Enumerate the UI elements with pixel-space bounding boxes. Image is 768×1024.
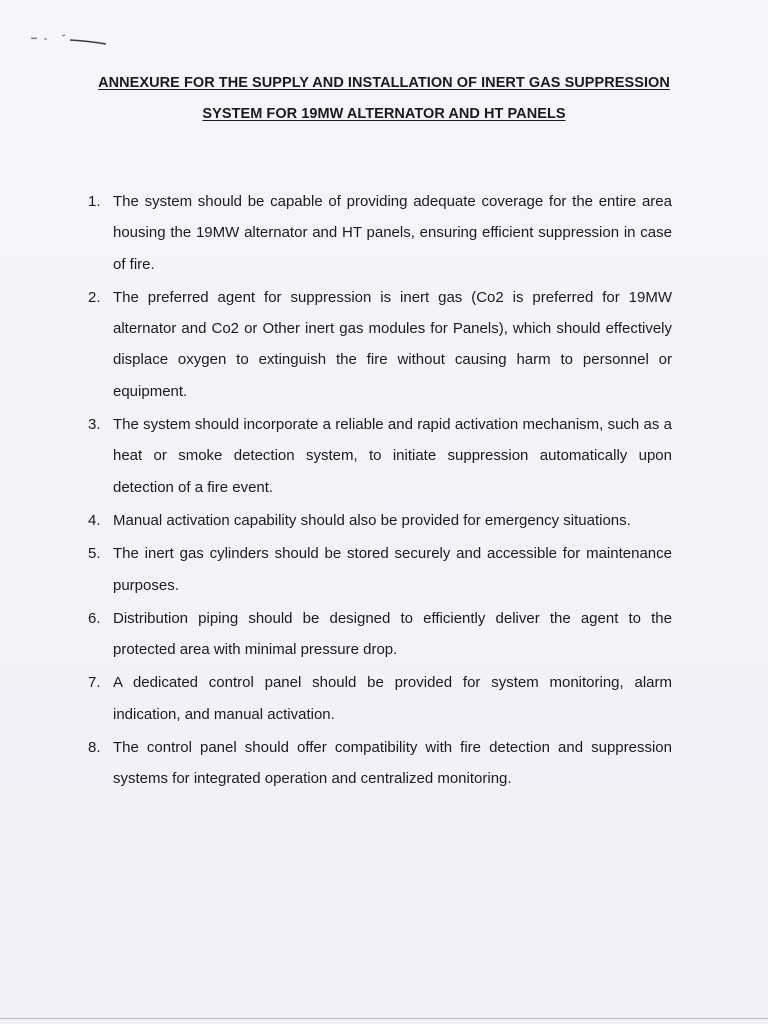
list-item-text: Distribution piping should be designed to efficiently deliver the agent to the protected area with minimal pressure drop.: [113, 609, 672, 659]
list-item: [88, 282, 672, 407]
list-item-number: 7.: [88, 674, 101, 692]
list-item-number: 3.: [88, 416, 101, 434]
document-title-line-2: SYSTEM FOR 19MW ALTERNATOR AND HT PANELS: [202, 106, 566, 122]
list-item: [88, 732, 672, 795]
list-item-number: 5.: [88, 545, 101, 563]
list-item-text: The control panel should offer compatibility with fire detection and suppression systems for integrated operation and centralized monitoring.: [113, 739, 672, 788]
list-item: [88, 186, 672, 280]
list-item: [88, 538, 672, 601]
pen-mark-scribble: [28, 30, 112, 50]
list-item-number: 1.: [88, 193, 101, 210]
page-bottom-edge: [0, 1018, 768, 1019]
requirements-list: [88, 186, 672, 797]
list-item-text: The inert gas cylinders should be stored securely and accessible for maintenance purposes.: [113, 545, 672, 594]
list-item-text: The system should be capable of providing adequate coverage for the entire area housing the 19MW alternator and HT panels, ensuring efficient suppression in case of fire.: [113, 193, 672, 273]
list-item: [88, 505, 672, 536]
list-item-text: A dedicated control panel should be provided for system monitoring, alarm indication, and manual activation.: [113, 674, 672, 723]
list-item-number: 8.: [88, 739, 101, 757]
list-item: [88, 603, 672, 666]
list-item-text: The system should incorporate a reliable and rapid activation mechanism, such as a heat or smoke detection system, to initiate suppression automatically upon detection of a fire event.: [113, 416, 672, 496]
list-item-number: 6.: [88, 609, 101, 627]
list-item-text: The preferred agent for suppression is inert gas (Co2 is preferred for 19MW alternator and Co2 or Other inert gas modules for Panels), which should effectively displace oxygen to extinguish the fire without causing harm to personnel or equipment.: [113, 288, 672, 400]
document-title-line-1: ANNEXURE FOR THE SUPPLY AND INSTALLATION OF INERT GAS SUPPRESSION: [98, 75, 670, 91]
list-item-number: 2.: [88, 288, 101, 306]
list-item: [88, 409, 672, 503]
list-item-text: Manual activation capability should also be provided for emergency situations.: [113, 511, 631, 529]
list-item: [88, 667, 672, 730]
list-item-number: 4.: [88, 511, 101, 529]
